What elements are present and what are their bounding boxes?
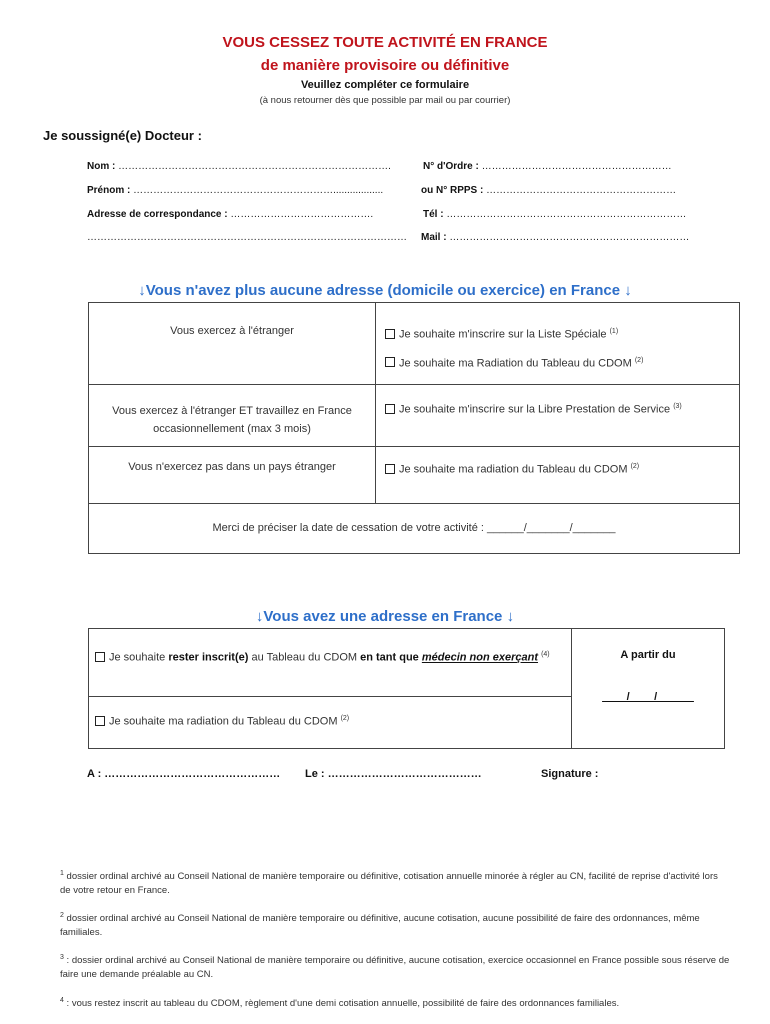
footnote-4: $^4$ : vous restez inscrit au tableau du CDOM, règlement d'une demi cotisation annuelle, possibilité de faire des ordonnances familiales.	[60, 997, 620, 1010]
option-radiation-1[interactable]: Je souhaite ma Radiation du Tableau du CDOM $^{(2)}$	[385, 348, 739, 377]
apartir-label: A partir du	[620, 649, 676, 661]
row-abroad-occasional-options	[376, 385, 740, 447]
option-libre-prestation[interactable]: Je souhaite m'inscrire sur la Libre Prestation de Service $^{(3)}$	[385, 403, 739, 416]
rpps-label: ou N° RPPS :	[421, 185, 484, 196]
no-address-table	[88, 302, 740, 554]
section-address-heading: ↓Vous avez une adresse en France ↓	[255, 608, 515, 625]
row-abroad-options	[376, 303, 740, 385]
adresse2-field[interactable]	[87, 232, 407, 243]
checkbox-icon[interactable]	[385, 357, 395, 367]
nom-field[interactable]	[87, 161, 391, 172]
checkbox-icon[interactable]	[95, 652, 105, 662]
rpps-field[interactable]	[421, 185, 676, 196]
nom-dots: ……………………………………………………………………….	[118, 161, 391, 172]
checkbox-icon[interactable]	[385, 404, 395, 414]
address-table	[88, 628, 725, 749]
form-return-note: (à nous retourner dès que possible par mail ou par courrier)	[259, 95, 511, 106]
apartir-date-field[interactable]: ____/____/______	[602, 691, 694, 703]
tel-field[interactable]	[423, 209, 686, 220]
option-radiation-3[interactable]: Je souhaite ma radiation du Tableau du CDOM $^{(2)}$	[385, 463, 739, 476]
ordre-dots: …………………………………………………	[481, 161, 672, 172]
nom-label: Nom :	[87, 161, 116, 172]
prenom-label: Prénom :	[87, 185, 131, 196]
checkbox-icon[interactable]	[95, 716, 105, 726]
adresse-field[interactable]	[87, 209, 373, 220]
row-abroad-occasional-label: Vous exercez à l'étranger ET travaillez en France occasionnellement (max 3 mois)	[89, 385, 376, 447]
date-field[interactable]: Le : ……………………………………	[305, 768, 482, 780]
section-no-address-heading: ↓Vous n'avez plus aucune adresse (domicile ou exercice) en France ↓	[138, 282, 632, 299]
mail-field[interactable]	[421, 232, 689, 243]
cessation-date-field[interactable]: Merci de préciser la date de cessation de votre activité : ______/_______/_______	[89, 504, 740, 554]
prenom-dots: ……………………………………………………..................	[133, 185, 384, 196]
footnote-3: $^3$ : dossier ordinal archivé au Conseil National de manière temporaire ou définitive, aucune cotisation, exercice occasionnel en France possible sous réserve de faire une demande préalable au CN.	[60, 954, 730, 981]
option-non-exercant[interactable]: Je souhaite rester inscrit(e) au Tableau du CDOM en tant que médecin non exerçant $^{(4)}$	[89, 629, 572, 697]
footnote-1: $^1$ dossier ordinal archivé au Conseil National de manière temporaire ou définitive, cotisation annuelle minorée à régler au CN, facilité de reprise d'activité lors de votre retour en France.	[60, 870, 718, 897]
soussigne-label: Je soussigné(e) Docteur :	[43, 128, 202, 143]
adresse-dots: …………………………………….	[230, 209, 374, 220]
ordre-field[interactable]	[423, 161, 672, 172]
prenom-field[interactable]	[87, 185, 383, 196]
form-instruction: Veuillez compléter ce formulaire	[300, 79, 470, 91]
mail-dots: ………………………………………………………………	[449, 232, 690, 243]
signature-field[interactable]: Signature :	[541, 768, 599, 780]
mail-label: Mail :	[421, 232, 447, 243]
row-not-abroad-options	[376, 447, 740, 504]
form-title: VOUS CESSEZ TOUTE ACTIVITÉ EN FRANCE	[222, 34, 548, 51]
footnote-2: $^2$ dossier ordinal archivé au Conseil National de manière temporaire ou définitive, aucune cotisation, aucune possibilité de faire des ordonnances, même familiales.	[60, 912, 700, 939]
tel-label: Tél :	[423, 209, 444, 220]
option-radiation-address[interactable]: Je souhaite ma radiation du Tableau du CDOM $^{(2)}$	[89, 697, 572, 749]
checkbox-icon[interactable]	[385, 329, 395, 339]
tel-dots: ………………………………………………………………	[446, 209, 687, 220]
adresse-label: Adresse de correspondance :	[87, 209, 228, 220]
rpps-dots: …………………………………………………	[486, 185, 677, 196]
option-liste-speciale[interactable]: Je souhaite m'inscrire sur la Liste Spéciale $^{(1)}$	[385, 319, 739, 348]
checkbox-icon[interactable]	[385, 464, 395, 474]
adresse2-dots: ……………………………………………………………………………………	[87, 232, 407, 243]
lieu-field[interactable]: A : …………………………………………	[87, 768, 281, 780]
ordre-label: N° d'Ordre :	[423, 161, 479, 172]
row-not-abroad-label: Vous n'exercez pas dans un pays étranger	[89, 447, 376, 504]
form-subtitle: de manière provisoire ou définitive	[260, 57, 510, 74]
apartir-cell	[572, 629, 725, 749]
row-abroad-label: Vous exercez à l'étranger	[89, 303, 376, 385]
